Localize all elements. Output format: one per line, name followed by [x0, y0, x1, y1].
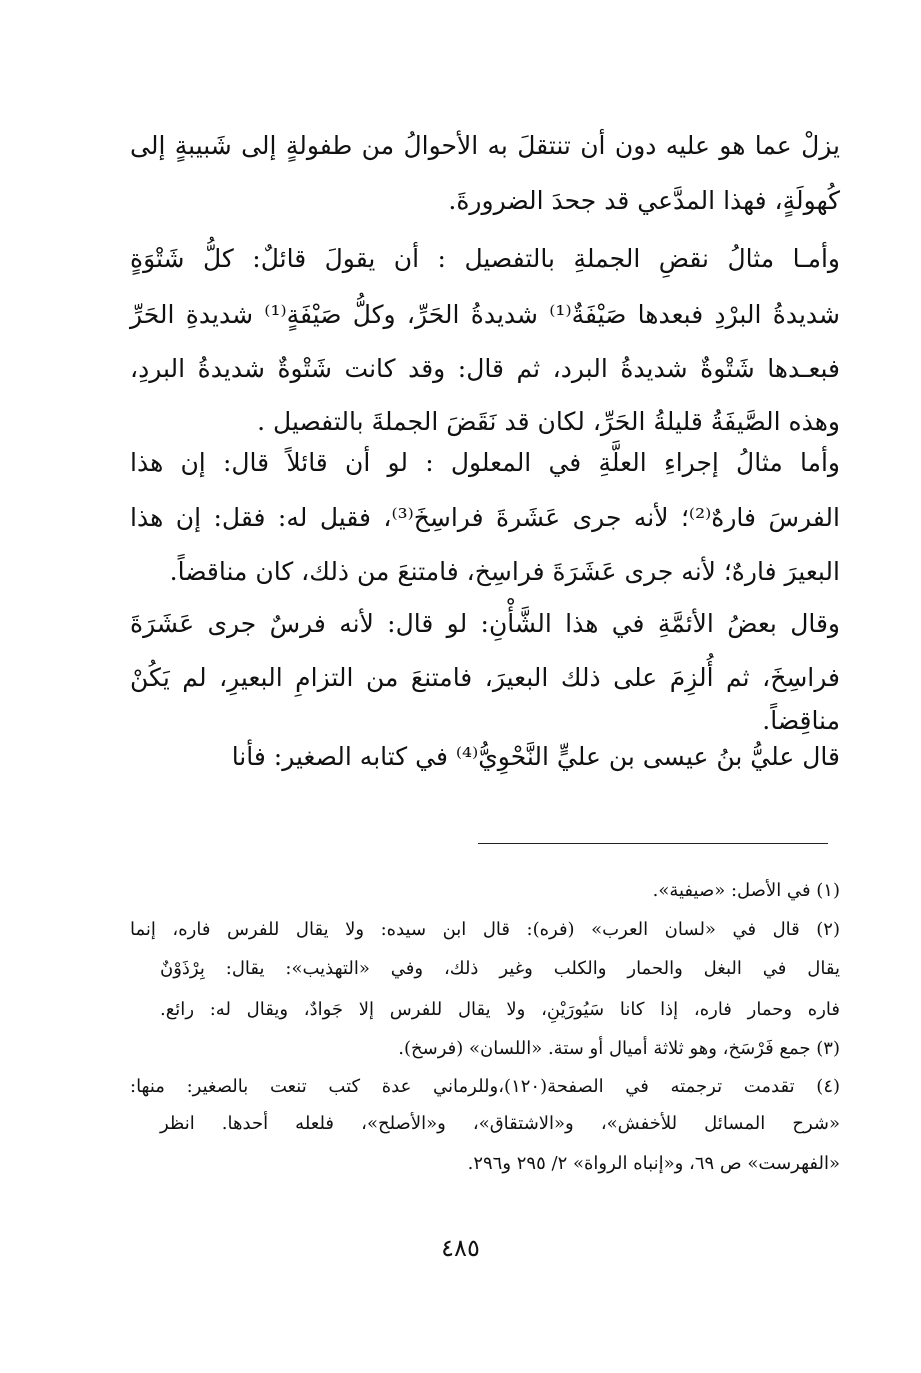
footnote-line: «شرح المسائل للأخفش»، و«الاشتقاق»، و«الأصلح»، فلعله أحدها. انظر [160, 1113, 840, 1134]
footnote-line: فاره وحمار فاره، إذا كانا سَيُورَيْنِ، ولا يقال للفرس إلا جَوادٌ، ويقال له: رائع. [160, 999, 840, 1020]
text-line: فراسِخَ، ثم أُلزِمَ على ذلك البعيرَ، فامتنعَ من التزامِ البعيرِ، لم يَكُنْ [130, 663, 840, 692]
footnotes [130, 0, 840, 1220]
text-line: مناقِضاً. [762, 706, 840, 735]
text-line: قال عليُّ بنُ عيسى بن عليٍّ النَّحْوِيُّ⁽⁴⁾ في كتابه الصغير: فأنا [231, 742, 840, 771]
text-line: كُهولَةٍ، فهذا المدَّعي قد جحدَ الضرورةَ. [448, 186, 840, 215]
page-number: ٤٨٥ [441, 1234, 480, 1262]
footnote-line: (٣) جمع فَرْسَخ، وهو ثلاثة أميال أو ستة. «اللسان» (فرسخ). [398, 1038, 840, 1059]
text-line: وأما مثالُ إجراءِ العلَّةِ في المعلول : لو أن قائلاً قال: إن هذا [130, 448, 840, 477]
text-line: وأمـا مثالُ نقضِ الجملةِ بالتفصيل : أن يقولَ قائلٌ: كلُّ شَتْوَةٍ [130, 244, 840, 273]
footnote-line: (١) في الأصل: «صيفية». [652, 880, 840, 901]
text-line: وقال بعضُ الأئمَّةِ في هذا الشَّأْنِ: لو قال: لأنه فرسٌ جرى عَشَرَةَ [130, 609, 840, 638]
text-line: الفرسَ فارهٌ⁽²⁾؛ لأنه جرى عَشَرةَ فراسِخَ⁽³⁾، فقيل له: فقل: إن هذا [130, 503, 840, 532]
footnote-line: (٢) قال في «لسان العرب» (فره): قال ابن سيده: ولا يقال للفرس فاره، إنما [130, 919, 840, 940]
text-line: شديدةُ البرْدِ فبعدها صَيْفَةٌ⁽¹⁾ شديدةُ الحَرِّ، وكلُّ صَيْفَةٍ⁽¹⁾ شديدةِ الحَرِّ [130, 300, 840, 329]
footnote-line: (٤) تقدمت ترجمته في الصفحة(١٢٠)،وللرماني عدة كتب تنعت بالصغير: منها: [130, 1076, 841, 1097]
text-line: وهذه الصَّيفَةُ قليلةُ الحَرِّ، لكان قد نَقَضَ الجملةَ بالتفصيل . [257, 407, 840, 436]
footnote-line: «الفهرست» ص ٦٩، و«إنباه الرواة» ٢/ ٢٩٥ و٢٩٦. [467, 1153, 840, 1174]
text-line: يزلْ عما هو عليه دون أن تنتقلَ به الأحوالُ من طفولةٍ إلى شَبيبةٍ إلى [130, 131, 840, 160]
footnote-line: يقال في البغل والحمار والكلب وغير ذلك، وفي «التهذيب»: يقال: بِرْذَوْنٌ [160, 958, 840, 979]
text-line: فبعـدها شَتْوةٌ شديدةُ البرد، ثم قال: وقد كانت شَتْوةٌ شديدةُ البردِ، [130, 354, 840, 383]
text-line: البعيرَ فارهٌ؛ لأنه جرى عَشَرَةَ فراسِخ، فامتنعَ من ذلك، كان مناقضاً. [169, 557, 840, 586]
